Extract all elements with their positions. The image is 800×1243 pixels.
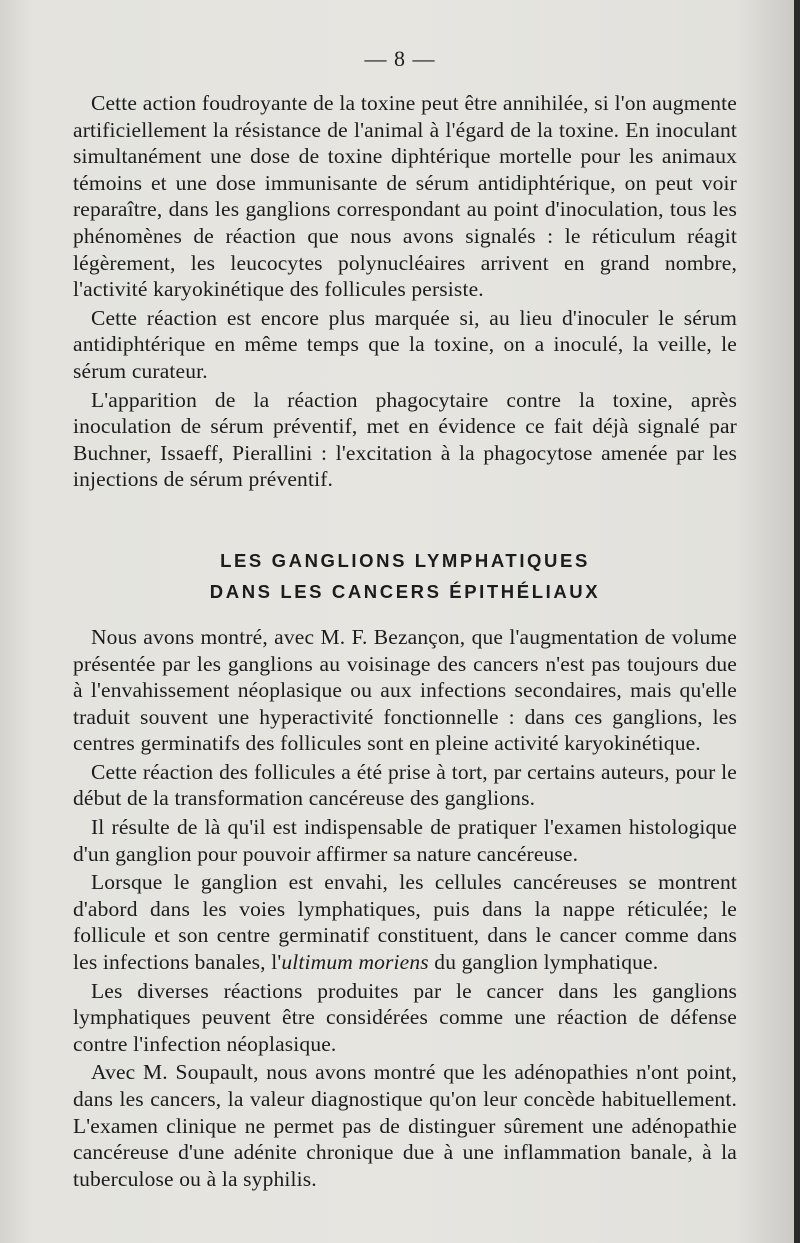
section-heading bbox=[73, 545, 737, 607]
section-heading-line-1: LES GANGLIONS LYMPHATIQUES bbox=[220, 549, 590, 571]
page-number: — 8 — bbox=[364, 46, 436, 71]
page-body bbox=[73, 90, 737, 1192]
paragraph: Cette réaction est encore plus marquée si, au lieu d'inoculer le sérum antidiphtérique en même temps que la toxine, on a inoculé, la veille, le sérum curateur. bbox=[73, 305, 737, 383]
section-heading-line-2: DANS LES CANCERS ÉPITHÉLIAUX bbox=[209, 580, 601, 602]
paragraph: Les diverses réactions produites par le cancer dans les ganglions lymphatiques peuvent être considérées comme une réaction de défense contre l'infection néoplasique. bbox=[73, 978, 737, 1056]
paragraph-ultimum-moriens bbox=[73, 869, 737, 975]
paragraph: Il résulte de là qu'il est indispensable de pratiquer l'examen histologique d'un ganglion pour pouvoir affirmer sa nature cancéreuse. bbox=[73, 815, 737, 866]
paragraph: L'apparition de la réaction phagocytaire contre la toxine, après inoculation de sérum préventif, met en évidence ce fait déjà signalé par Buchner, Issaeff, Pierallini : l'excitation à la phagocytose amenée par les injections de sérum préventif. bbox=[73, 387, 737, 492]
paragraph: Nous avons montré, avec M. F. Bezançon, que l'augmentation de volume présentée par les ganglions au voisinage des cancers n'est pas toujours due à l'envahissement néoplasique ou aux infections secondaires, mais qu'elle traduit souvent une hyperactivité fonctionnelle : dans ces ganglions, les centres germinatifs des follicules sont en pleine activité karyokinétique. bbox=[73, 624, 737, 756]
paragraph: Avec M. Soupault, nous avons montré que les adénopathies n'ont point, dans les cancers, la valeur diagnostique qu'on leur concède habituellement. L'examen clinique ne permet pas de distinguer sûrement une adénopathie cancéreuse d'une adénite chronique due à une inflammation banale, à la tuberculose ou à la syphilis. bbox=[73, 1060, 737, 1191]
paragraph: Cette action foudroyante de la toxine peut être annihilée, si l'on augmente artificiellement la résistance de l'animal à l'égard de la toxine. En inoculant simultanément une dose de toxine diphtérique mortelle pour les animaux témoins et une dose immunisante de sérum antidiphtérique, on peut voir reparaître, dans les ganglions correspondant au point d'inoculation, tous les phénomènes de réaction que nous avons signalés : le réticulum réagit légèrement, les leucocytes polynucléaires arrivent en grand nombre, l'activité karyokinétique des follicules persiste. bbox=[73, 91, 737, 302]
scan-edge bbox=[794, 0, 800, 1243]
paragraph-text: du ganglion lymphatique. bbox=[428, 950, 659, 975]
paragraph: Cette réaction des follicules a été prise à tort, par certains auteurs, pour le début de la transformation cancéreuse des ganglions. bbox=[73, 759, 737, 811]
italic-term: ultimum moriens bbox=[281, 950, 429, 975]
paragraph-text: Lorsque le ganglion est envahi, les cellules cancéreuses se montrent d'abord dans les voies lymphatiques, puis dans la nappe réticulée; le follicule et son centre germinatif constituent, dans le cancer comme dans les infections banales, l' bbox=[73, 870, 737, 975]
